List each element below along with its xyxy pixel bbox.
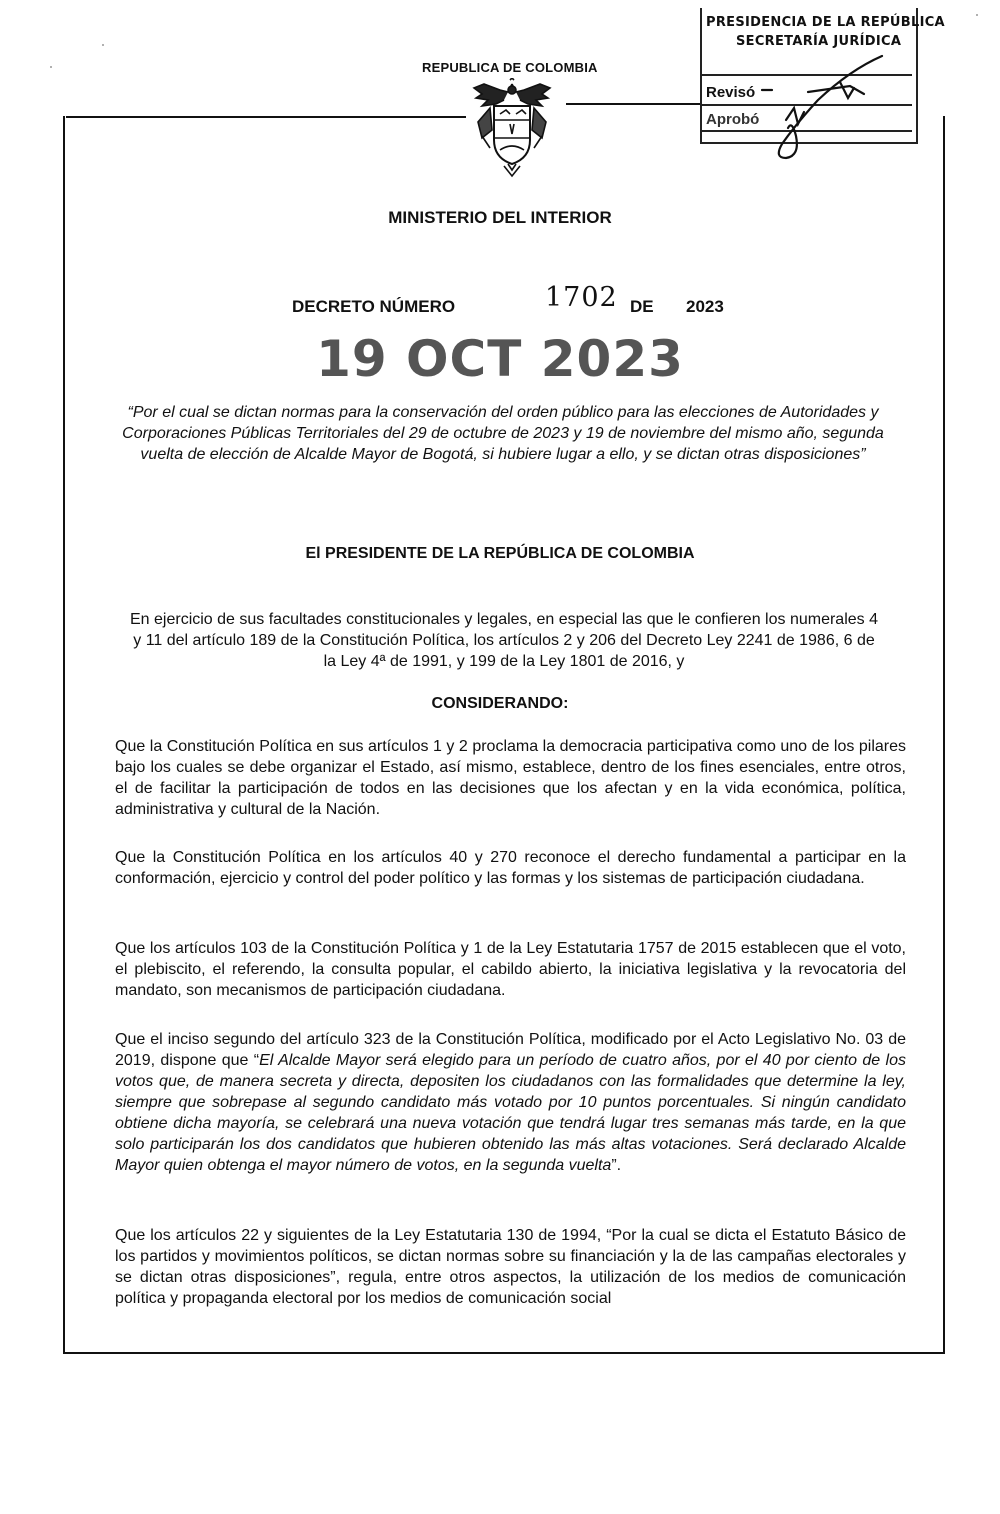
stamp-aprobo-label: Aprobó <box>706 111 760 128</box>
decree-de-label: DE <box>630 297 654 316</box>
country-heading: REPUBLICA DE COLOMBIA <box>422 60 598 75</box>
coat-of-arms-icon <box>470 78 554 178</box>
scan-speck <box>976 14 978 16</box>
approval-stamp <box>700 8 945 144</box>
considering-heading: CONSIDERANDO: <box>431 695 569 712</box>
decree-label: DECRETO NÚMERO <box>292 297 456 316</box>
signature-icon <box>700 8 916 168</box>
decree-epigraph: “Por el cual se dictan normas para la conservación del orden público para las elecciones de Autoridades y Corporaciones Públicas Territoriales del 29 de octubre de 2023 y 19 de noviembre del mismo año, segunda vuelta de elección de Alcalde Mayor de Bogotá, si hubiere lugar a ello, y se dictan otras disposiciones” <box>122 404 884 463</box>
stamp-line-2: SECRETARÍA JURÍDICA <box>736 34 902 49</box>
paragraph-4-quote: El Alcalde Mayor será elegido para un período de cuatro años, por el 40 por ciento de los votos que, de manera secreta y directa, depositen los ciudadanos con las formalidades que determine la ley, siempre que sobrepase al segundo candidato más votado por 10 puntos porcentuales. Si ningún candidato obtiene dicha mayoría, se celebrará una nueva votación que tendrá lugar tres semanas más tarde, en la que solo participarán los dos candidatos que hubieren obtenido las más altas votaciones. Será declarado Alcalde Mayor quien obtenga el mayor número de votos, en la segunda vuelta <box>115 1052 906 1174</box>
paragraph-2: Que la Constitución Política en los artículos 40 y 270 reconoce el derecho fundamental a participar en la conformación, ejercicio y control del poder político y las formas y los sistemas de participación ciudadana. <box>115 849 906 887</box>
stamp-line-1: PRESIDENCIA DE LA REPÚBLICA <box>706 15 945 30</box>
decree-number: 1702 <box>545 282 618 313</box>
scan-speck <box>102 44 104 46</box>
stamp-reviso-label: Revisó <box>706 84 756 101</box>
scan-speck <box>50 66 52 68</box>
paragraph-3: Que los artículos 103 de la Constitución Política y 1 de la Ley Estatutaria 1757 de 2015 establecen que el voto, el plebiscito, el referendo, la consulta popular, el cabildo abierto, la iniciativa legislativa y la revocatoria del mandato, son mecanismos de participación ciudadana. <box>115 940 906 999</box>
ministry-heading: MINISTERIO DEL INTERIOR <box>388 208 612 227</box>
president-heading: El PRESIDENTE DE LA REPÚBLICA DE COLOMBIA <box>305 545 695 562</box>
paragraph-4-intro: Que el inciso segundo del artículo 323 de la Constitución Política, modificado por el Acto Legislativo No. 03 de 2019, dispone que “ <box>115 1031 906 1069</box>
paragraph-4 <box>115 1029 906 1176</box>
paragraph-1: Que la Constitución Política en sus artículos 1 y 2 proclama la democracia participativa como uno de los pilares bajo los cuales se debe organizar el Estado, así mismo, establece, dentro de los fines esenciales, entre otros, el de facilitar la participación de todos en las decisiones que los afectan y en la vida económica, política, administrativa y cultural de la Nación. <box>115 738 906 818</box>
powers-paragraph: En ejercicio de sus facultades constitucionales y legales, en especial las que le confieren los numerales 4 y 11 del artículo 189 de la Constitución Política, los artículos 2 y 206 del Decreto Ley 2241 de 1986, 6 de la Ley 4ª de 1991, y 199 de la Ley 1801 de 2016, y <box>130 611 878 670</box>
header-rule-right <box>566 103 702 105</box>
paragraph-4-end: ”. <box>611 1157 622 1174</box>
decree-year: 2023 <box>686 297 724 316</box>
paragraph-5: Que los artículos 22 y siguientes de la Ley Estatutaria 130 de 1994, “Por la cual se dicta el Estatuto Básico de los partidos y movimientos políticos, se dictan normas sobre su financiación y la de las campañas electorales y se dictan otras disposiciones”, regula, entre otros aspectos, la utilización de los medios de comunicación política y propaganda electoral por los medios de comunicación social <box>115 1227 906 1307</box>
date-stamp: 19 OCT 2023 <box>316 330 684 388</box>
